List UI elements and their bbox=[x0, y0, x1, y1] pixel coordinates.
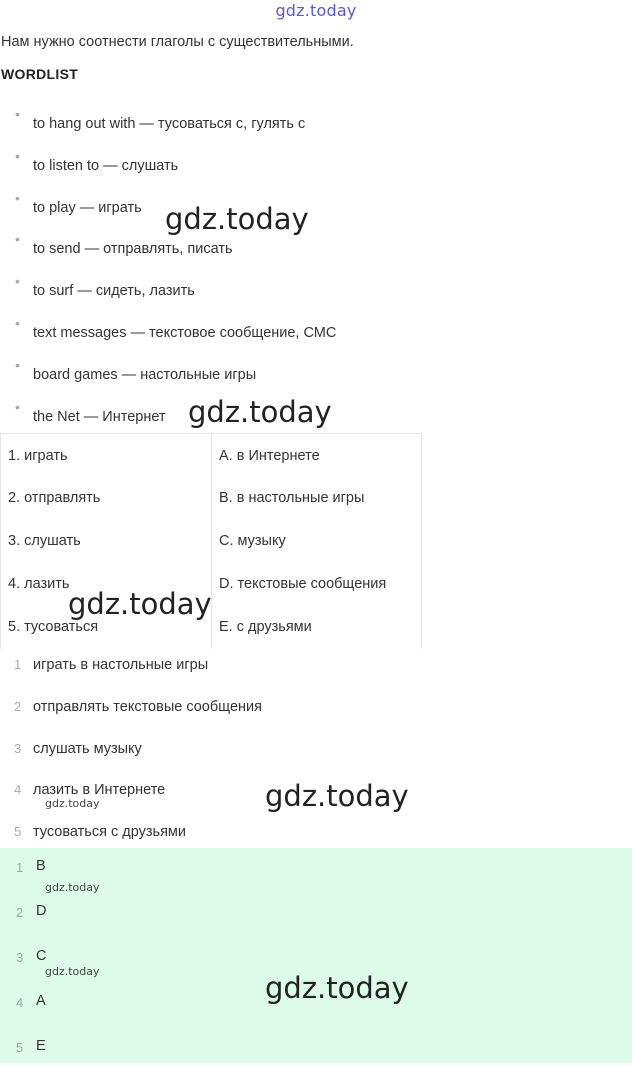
watermark-top: gdz.today bbox=[275, 1, 357, 20]
list-item bbox=[0, 146, 420, 188]
phrase-text: играть в настольные игры bbox=[33, 657, 209, 673]
phrase-list bbox=[0, 645, 632, 854]
list-item bbox=[0, 355, 420, 397]
list-item bbox=[0, 313, 420, 355]
intro-text: Нам нужно соотнести глаголы с существительными. bbox=[1, 34, 354, 50]
bullet-icon: • bbox=[15, 273, 20, 290]
verb-cell: 5. тусоваться bbox=[1, 606, 212, 649]
wordlist-entry: to surf — сидеть, лазить bbox=[33, 283, 195, 300]
watermark: gdz.today bbox=[45, 965, 100, 978]
watermark: gdz.today bbox=[165, 202, 309, 236]
bullet-icon: • bbox=[15, 231, 20, 248]
watermark: gdz.today bbox=[68, 587, 212, 621]
table-row bbox=[1, 520, 422, 563]
list-item bbox=[0, 271, 420, 313]
table-row bbox=[1, 477, 422, 520]
list-item bbox=[0, 893, 632, 938]
answer-letter: C bbox=[36, 948, 47, 964]
phrase-text: отправлять текстовые сообщения bbox=[33, 698, 262, 715]
bullet-icon: • bbox=[15, 314, 20, 331]
wordlist-entry: to send — отправлять, писать bbox=[33, 241, 233, 258]
watermark: gdz.today bbox=[265, 779, 409, 813]
phrase-text: тусоваться с друзьями bbox=[33, 824, 186, 841]
item-number: 5 bbox=[16, 1040, 24, 1055]
phrase-text: слушать музыку bbox=[33, 740, 142, 757]
verb-cell: 1. играть bbox=[1, 434, 212, 478]
wordlist-entry: to hang out with — тусоваться с, гулять с bbox=[33, 116, 306, 132]
wordlist-entry: text messages — текстовое сообщение, СМС bbox=[33, 324, 337, 341]
verb-cell: 2. отправлять bbox=[1, 477, 212, 520]
phrase-text: лазить в Интернете bbox=[33, 782, 166, 799]
wordlist-entry: to listen to — слушать bbox=[33, 157, 179, 174]
wordlist-heading: WORDLIST bbox=[1, 66, 79, 82]
bullet-icon: • bbox=[15, 106, 20, 122]
item-number: 1 bbox=[16, 860, 24, 875]
item-number: 3 bbox=[16, 950, 24, 965]
noun-cell: A. в Интернете bbox=[212, 434, 422, 478]
item-number: 4 bbox=[14, 782, 22, 798]
noun-cell: D. текстовые сообщения bbox=[212, 563, 422, 606]
watermark: gdz.today bbox=[265, 971, 409, 1005]
list-item bbox=[0, 104, 420, 146]
wordlist-entry: the Net — Интернет bbox=[33, 408, 166, 425]
item-number: 5 bbox=[14, 824, 22, 840]
verb-cell: 4. лазить bbox=[1, 563, 212, 606]
list-item bbox=[0, 1028, 632, 1073]
list-item bbox=[0, 687, 632, 729]
bullet-icon: • bbox=[15, 189, 20, 206]
noun-cell: B. в настольные игры bbox=[212, 477, 422, 520]
watermark: gdz.today bbox=[45, 881, 100, 894]
noun-cell: E. с друзьями bbox=[212, 606, 422, 649]
wordlist bbox=[0, 104, 420, 438]
wordlist-entry: to play — играть bbox=[33, 199, 142, 216]
verb-cell: 3. слушать bbox=[1, 520, 212, 563]
watermark: gdz.today bbox=[45, 797, 100, 810]
answer-letter: A bbox=[36, 993, 46, 1009]
wordlist-entry: board games — настольные игры bbox=[33, 366, 257, 383]
bullet-icon: • bbox=[15, 398, 20, 415]
answer-letter: D bbox=[36, 903, 47, 919]
noun-cell: C. музыку bbox=[212, 520, 422, 563]
answer-letter: B bbox=[36, 858, 46, 874]
item-number: 2 bbox=[16, 905, 24, 920]
item-number: 2 bbox=[14, 698, 22, 714]
list-item bbox=[0, 729, 632, 771]
bullet-icon: • bbox=[15, 147, 20, 164]
list-item bbox=[0, 645, 632, 687]
watermark: gdz.today bbox=[188, 395, 332, 429]
bullet-icon: • bbox=[15, 356, 20, 373]
item-number: 4 bbox=[16, 995, 24, 1010]
item-number: 3 bbox=[14, 740, 22, 756]
item-number: 1 bbox=[14, 657, 22, 672]
answer-letter: E bbox=[36, 1038, 46, 1054]
table-row bbox=[1, 434, 422, 478]
